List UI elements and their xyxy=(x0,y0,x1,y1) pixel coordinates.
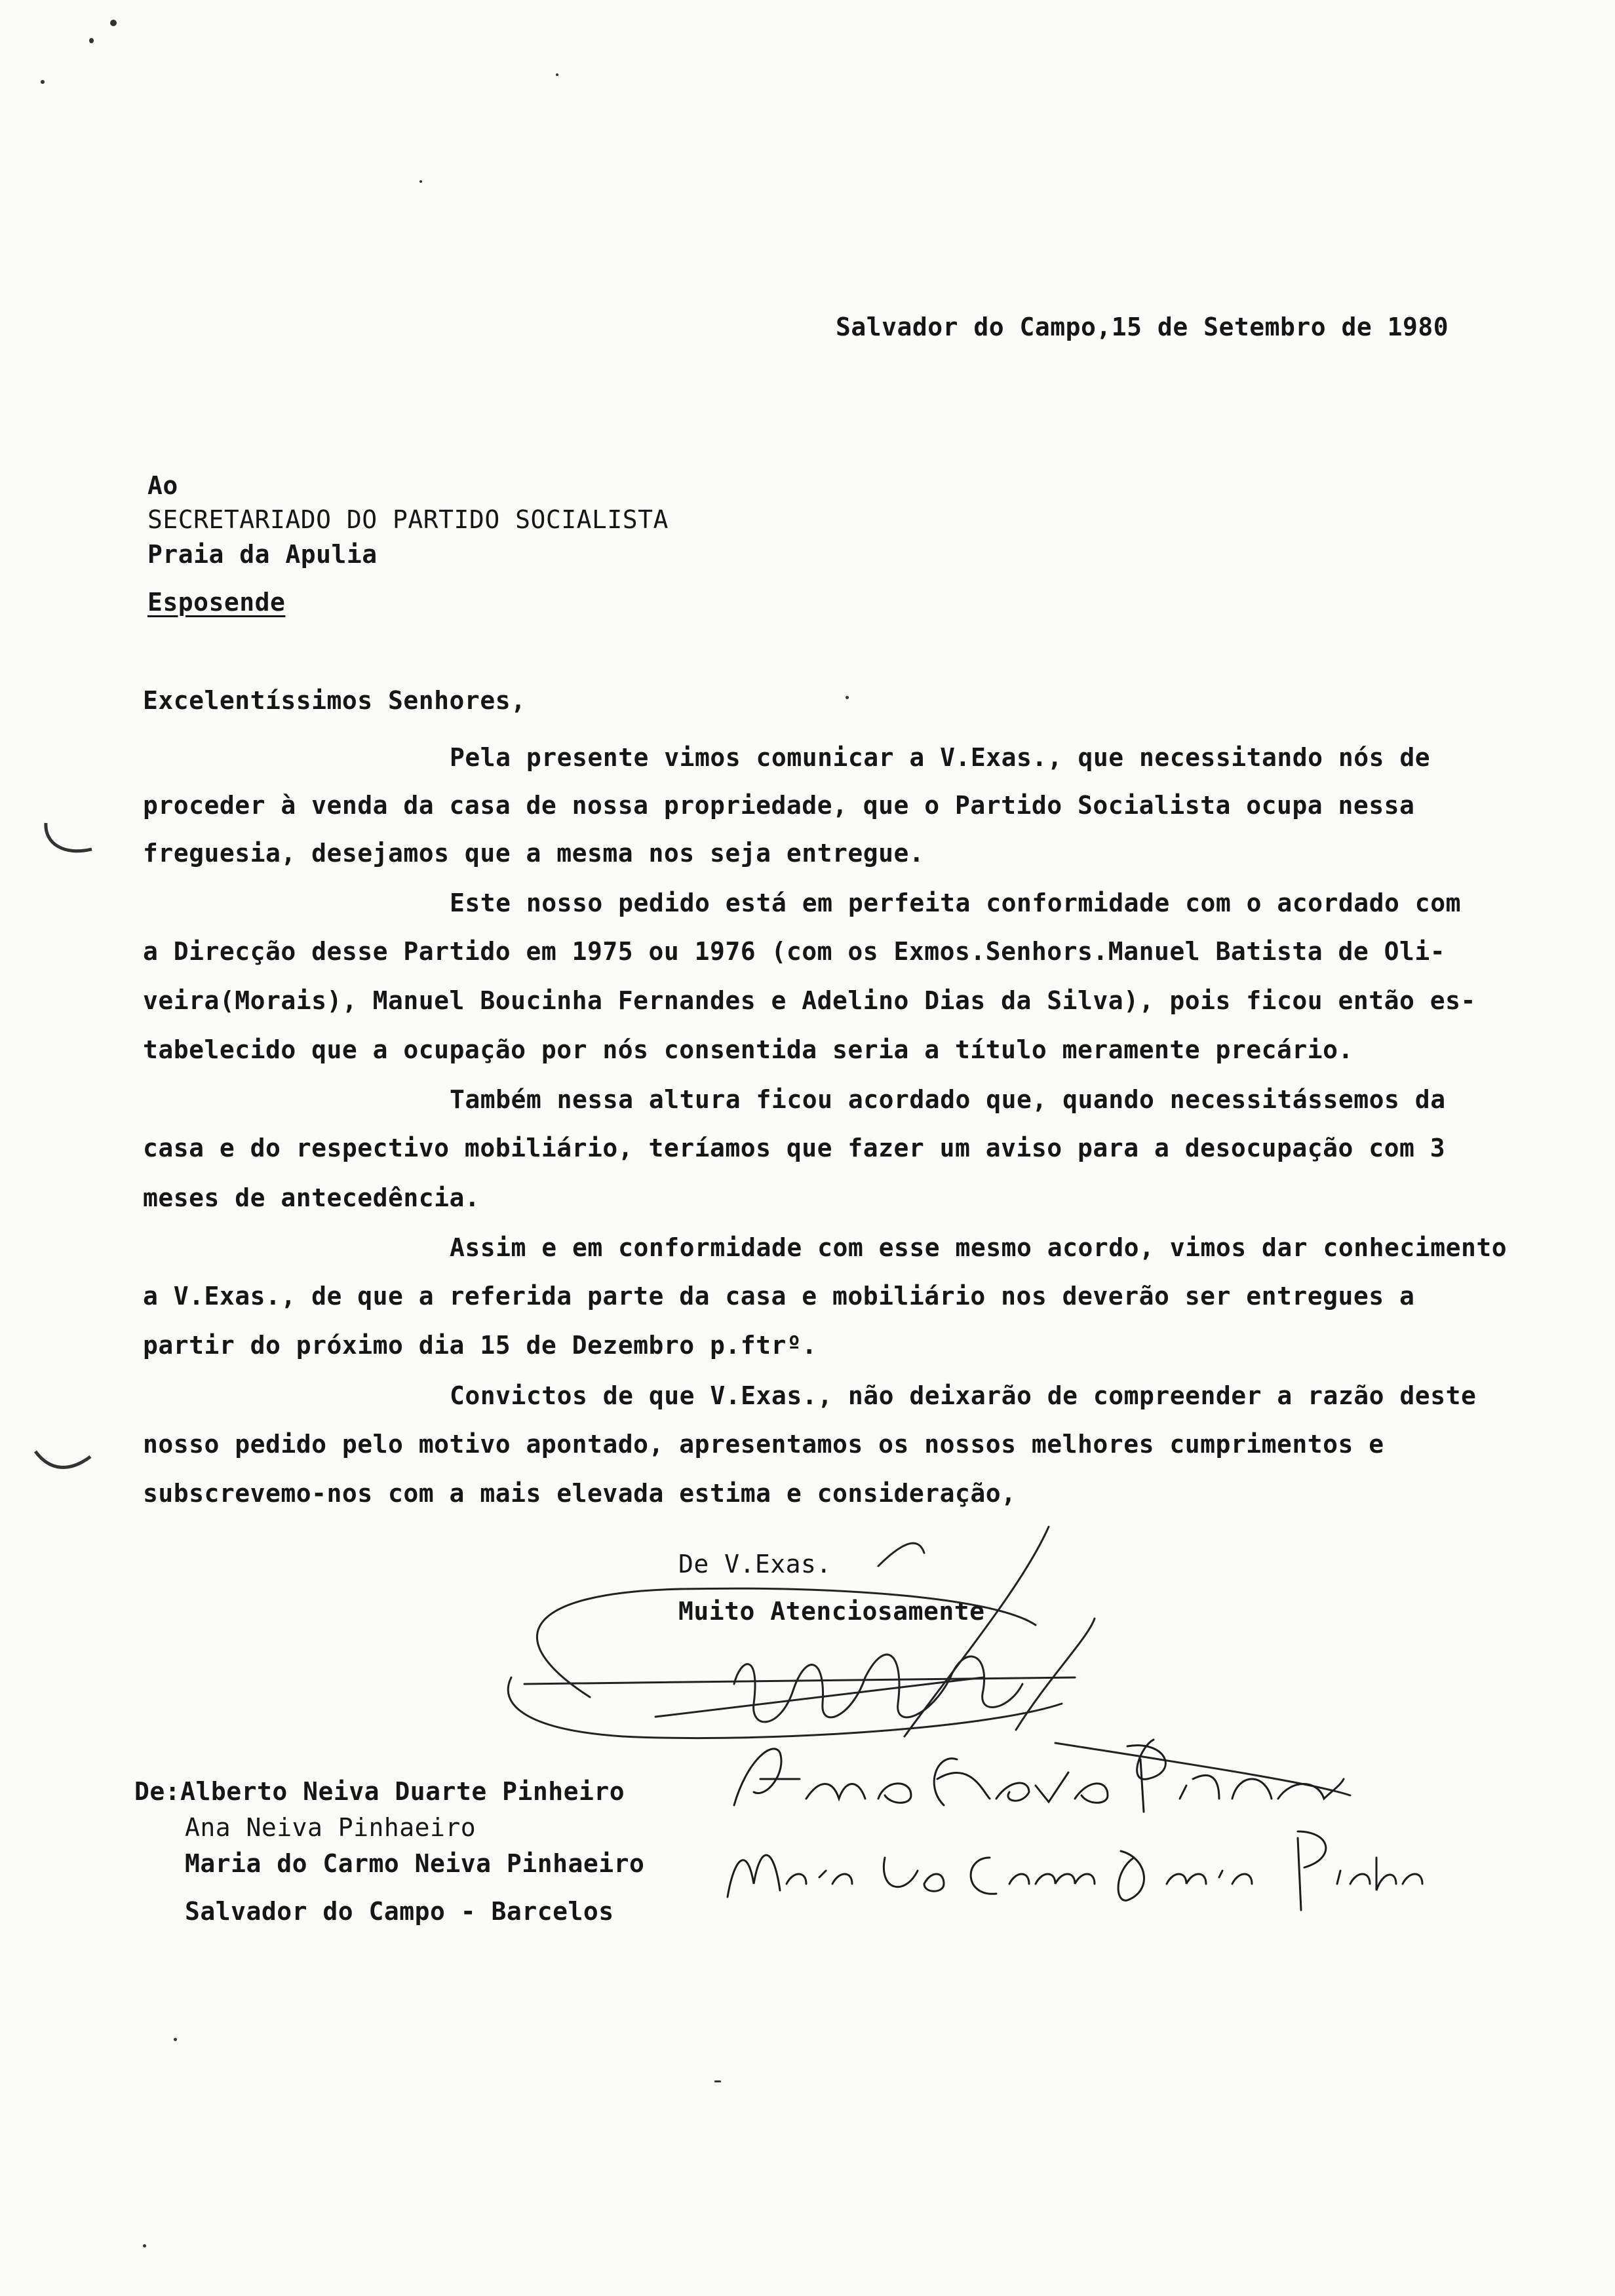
body-line: Este nosso pedido está em perfeita conformidade com o acordado com xyxy=(450,889,1461,917)
closing-line: De V.Exas. xyxy=(678,1550,832,1578)
body-line: partir do próximo dia 15 de Dezembro p.ftrº. xyxy=(143,1331,817,1360)
body-line: nosso pedido pelo motivo apontado, apresentamos os nossos melhores cumprimentos e xyxy=(143,1430,1384,1459)
body-line: Também nessa altura ficou acordado que, quando necessitássemos da xyxy=(450,1085,1446,1114)
place-date: Salvador do Campo,15 de Setembro de 1980 xyxy=(836,313,1449,341)
body-line: subscrevemo-nos com a mais elevada estima e consideração, xyxy=(143,1479,1017,1508)
body-line: Convictos de que V.Exas., não deixarão de compreender a razão deste xyxy=(450,1381,1477,1410)
body-line: tabelecido que a ocupação por nós consentida seria a título meramente precário. xyxy=(143,1035,1353,1064)
salutation: Excelentíssimos Senhores, xyxy=(143,686,526,715)
body-line: Assim e em conformidade com esse mesmo acordo, vimos dar conhecimento xyxy=(450,1233,1508,1262)
addressee-line: Ao xyxy=(147,471,178,500)
body-line: a Direcção desse Partido em 1975 ou 1976 (com os Exmos.Senhors.Manuel Batista de Oli- xyxy=(143,937,1446,966)
sender-line: Ana Neiva Pinhaeiro xyxy=(185,1813,477,1842)
sender-line: De:Alberto Neiva Duarte Pinheiro xyxy=(134,1777,625,1806)
handwritten-name-maria xyxy=(721,1818,1429,1917)
body-line: a V.Exas., de que a referida parte da casa e mobiliário nos deverão ser entregues a xyxy=(143,1282,1415,1311)
closing-line: Muito Atenciosamente xyxy=(678,1597,985,1626)
body-line: proceder à venda da casa de nossa propriedade, que o Partido Socialista ocupa nessa xyxy=(143,791,1415,820)
body-line: freguesia, desejamos que a mesma nos seja entregue. xyxy=(143,839,925,868)
addressee-line: Praia da Apulia xyxy=(147,540,378,569)
handwritten-name-ana-text: Ana Neiva Pinheiro xyxy=(721,1733,728,1734)
handwritten-name-ana xyxy=(721,1733,1350,1818)
addressee-city: Esposende xyxy=(147,588,286,617)
body-line: meses de antecedência. xyxy=(143,1183,480,1212)
body-line: Pela presente vimos comunicar a V.Exas., que necessitando nós de xyxy=(450,743,1431,772)
handwritten-name-maria-text: Maria do Carmo Neiva Pinheiro xyxy=(721,1818,732,1819)
body-line: casa e do respectivo mobiliário, teríamos que fazer um aviso para a desocupação com 3 xyxy=(143,1134,1446,1162)
sender-line: Maria do Carmo Neiva Pinhaeiro xyxy=(185,1849,645,1878)
addressee-line: SECRETARIADO DO PARTIDO SOCIALISTA xyxy=(147,505,669,534)
body-line: veira(Morais), Manuel Boucinha Fernandes e Adelino Dias da Silva), pois ficou então es- xyxy=(143,986,1476,1015)
sender-line: Salvador do Campo - Barcelos xyxy=(185,1897,614,1926)
